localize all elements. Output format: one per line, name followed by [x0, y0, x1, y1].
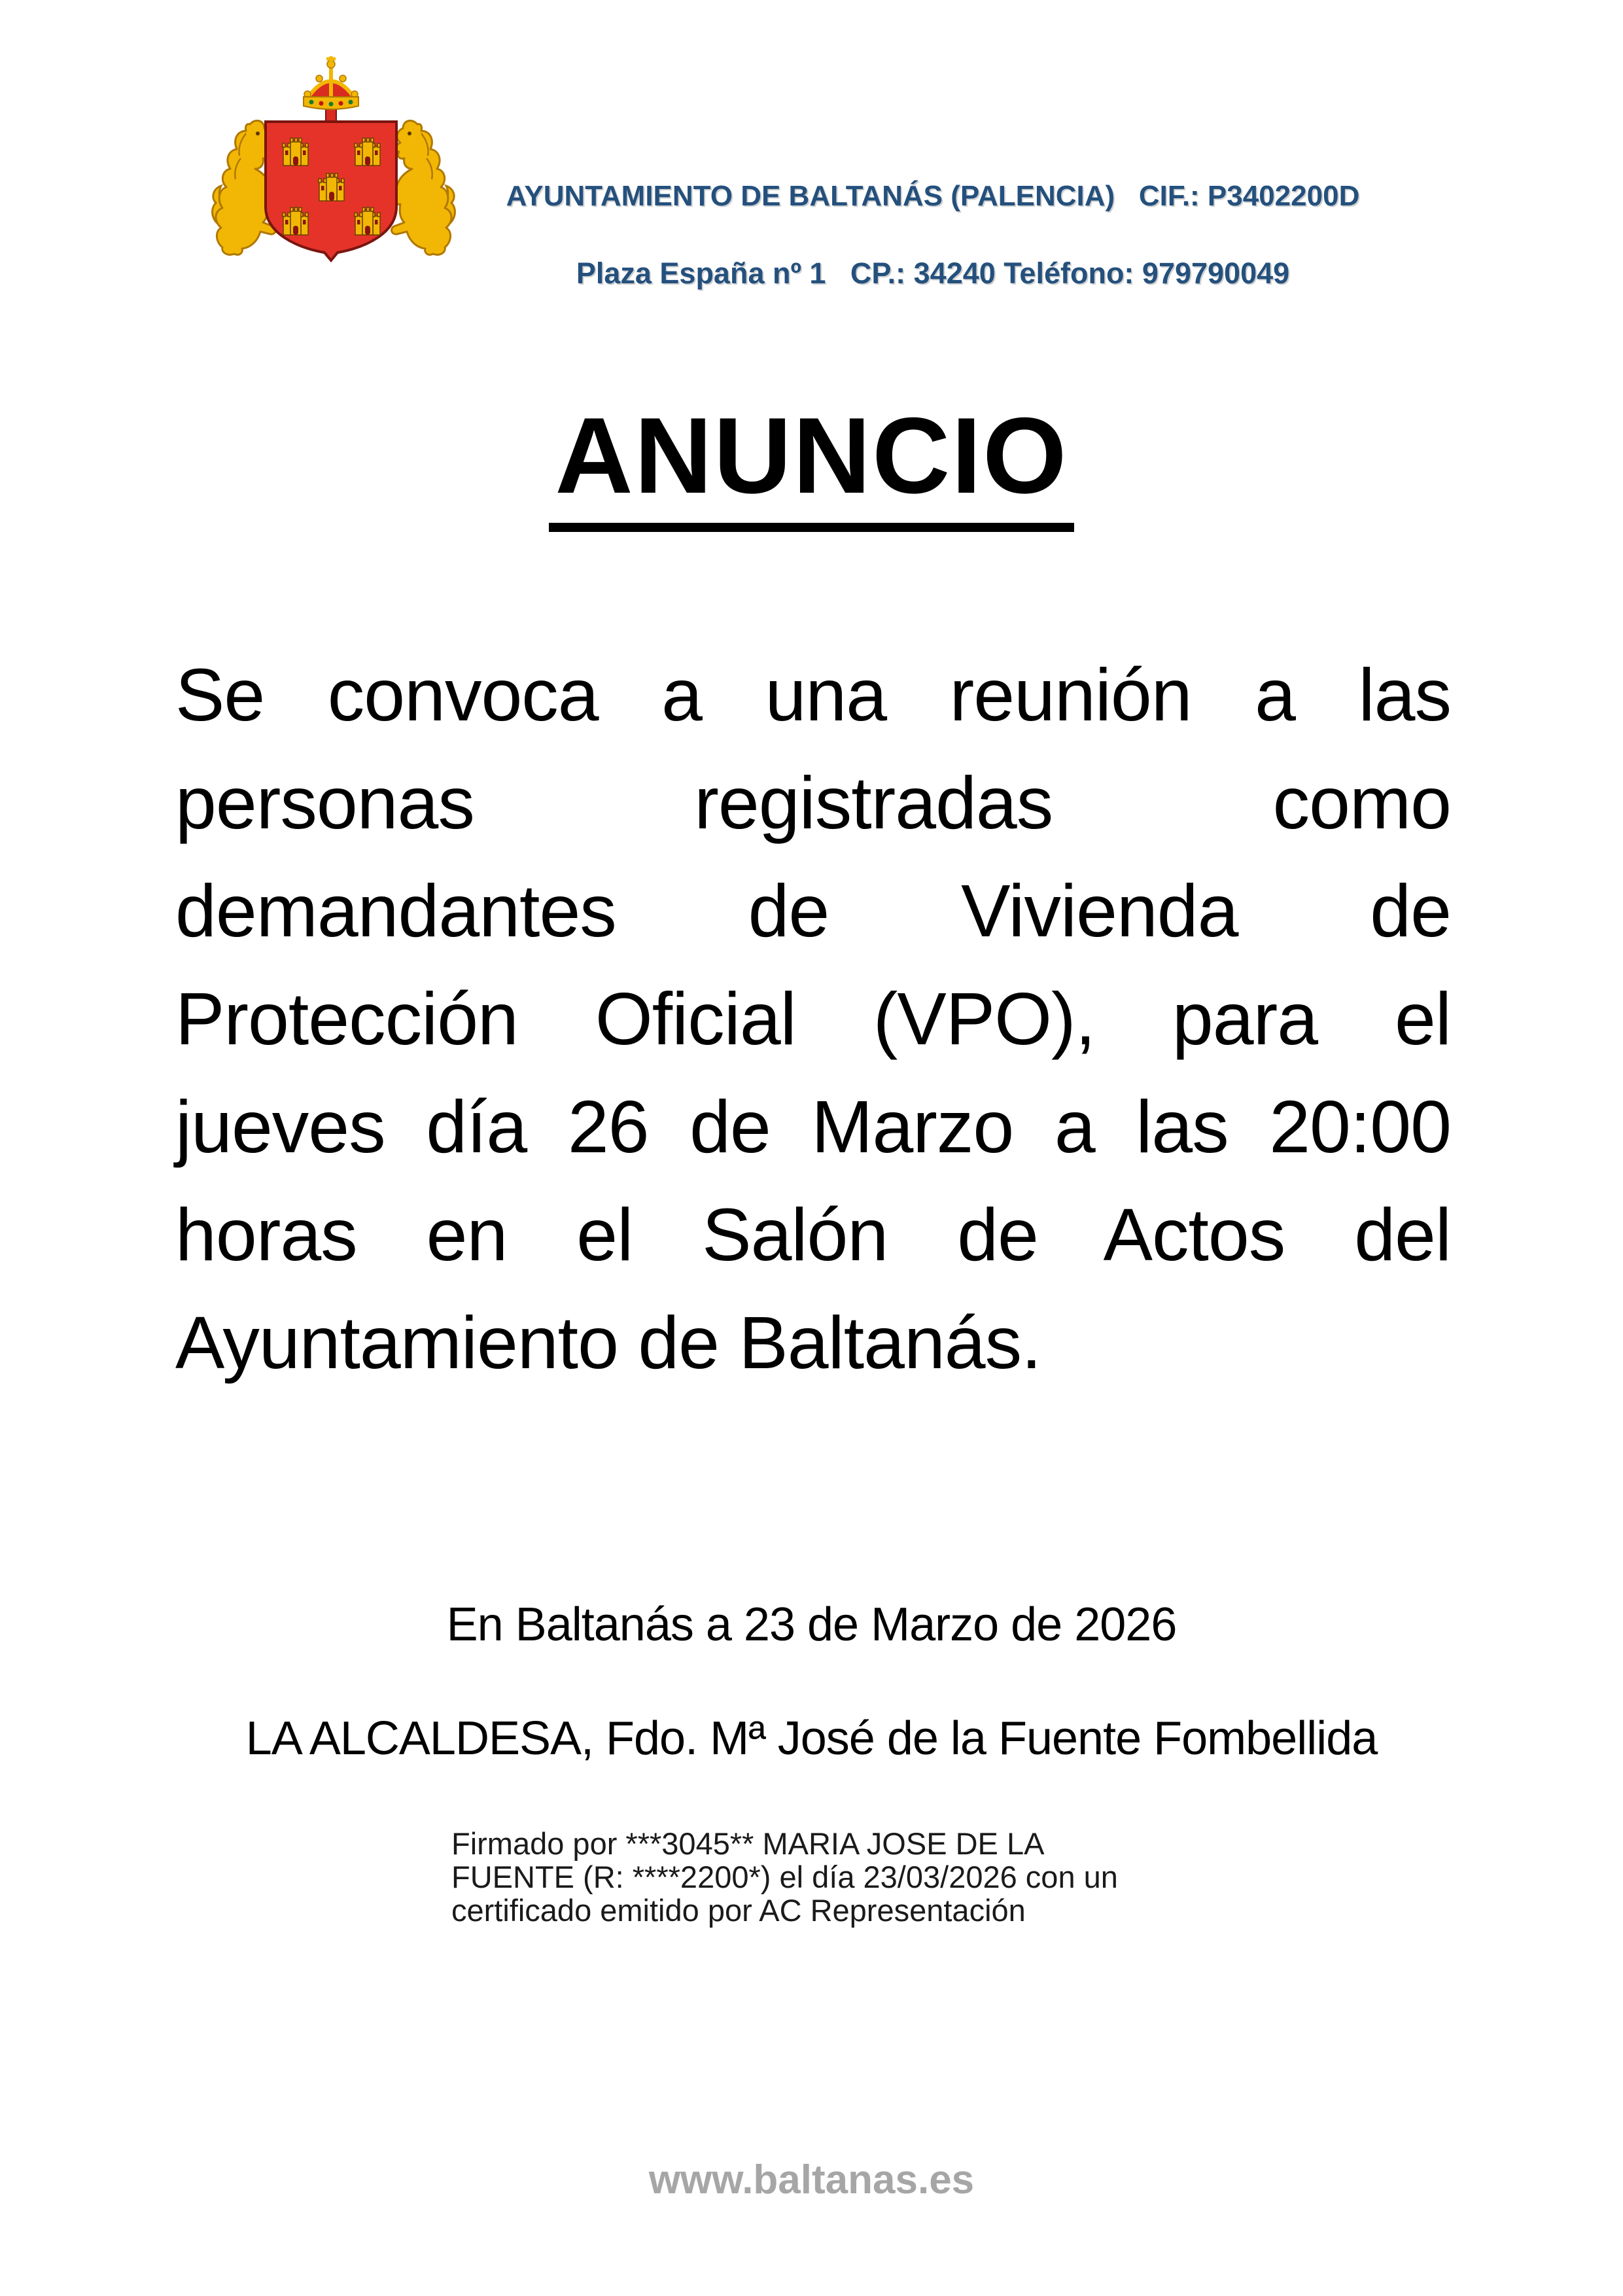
body-line: Se convoca a una reunión a las	[175, 654, 1451, 736]
shield-icon	[266, 122, 396, 260]
digital-signature-stamp	[451, 1827, 1210, 1927]
stamp-line: certificado emitido por AC Representación	[451, 1893, 1026, 1928]
place-date-line: En Baltanás a 23 de Marzo de 2026	[446, 1598, 1177, 1651]
title-wrap	[0, 395, 1623, 532]
crown-icon	[304, 56, 358, 124]
footer-website-url: www.baltanas.es	[648, 2157, 975, 2202]
coat-of-arms	[209, 56, 458, 272]
page-title: ANUNCIO	[549, 402, 1075, 532]
letterhead-org-line: AYUNTAMIENTO DE BALTANÁS (PALENCIA) CIF.: P3402200D	[506, 180, 1360, 212]
letterhead	[481, 156, 1385, 314]
body-line: horas en el Salón de Actos del	[175, 1193, 1451, 1276]
letterhead-address-line: Plaza España nº 1 CP.: 34240 Teléfono: 979790049	[576, 256, 1290, 290]
stamp-line: Firmado por ***3045** MARIA JOSE DE LA	[451, 1826, 1045, 1861]
body-line: Protección Oficial (VPO), para el	[175, 978, 1451, 1060]
stamp-line: FUENTE (R: ****2200*) el día 23/03/2026 con un	[451, 1860, 1118, 1894]
body-line: demandantes de Vivienda de	[175, 870, 1451, 952]
body-line: personas registradas como	[175, 762, 1451, 844]
signature-line: LA ALCALDESA, Fdo. Mª José de la Fuente Fombellida	[245, 1712, 1378, 1765]
body-line: jueves día 26 de Marzo a las 20:00	[175, 1086, 1451, 1168]
announcement-body	[175, 641, 1451, 1397]
body-line: Ayuntamiento de Baltanás.	[175, 1301, 1041, 1384]
